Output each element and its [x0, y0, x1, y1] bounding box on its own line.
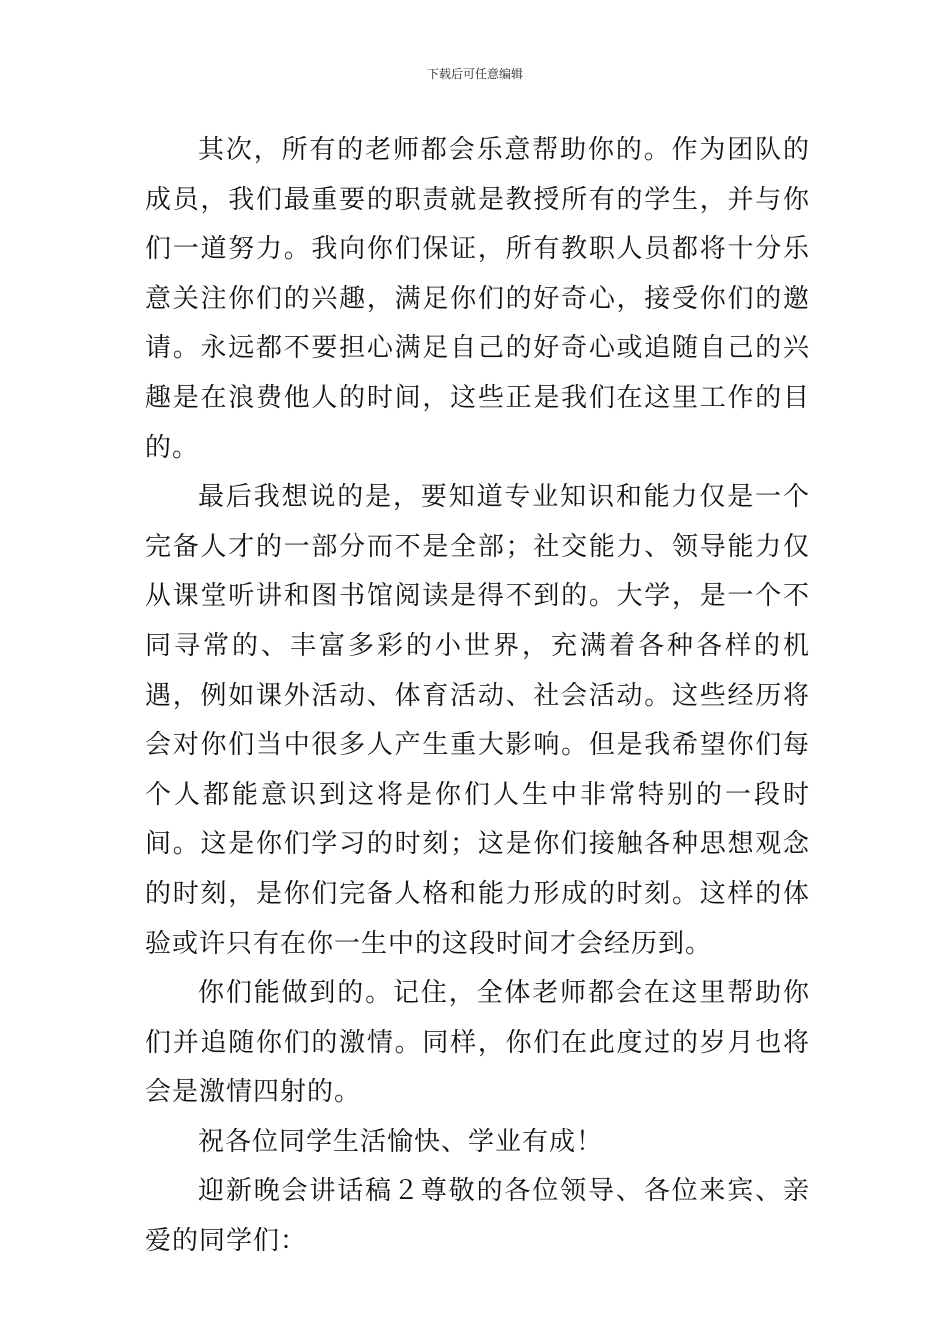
paragraph-you-can-do-it: 你们能做到的。记住，全体老师都会在这里帮助你们并追随你们的激情。同样，你们在此度过的岁月也将会是激情四射的。 [145, 978, 810, 1108]
document-body [145, 126, 810, 1267]
paragraph-wishes: 祝各位同学生活愉快、学业有成！ [198, 1126, 604, 1157]
paragraph-final-thoughts: 最后我想说的是，要知道专业知识和能力仅是一个完备人才的一部分而不是全部；社交能力、领导能力仅从课堂听讲和图书馆阅读是得不到的。大学，是一个不同寻常的、丰富多彩的小世界，充满着各种各样的机遇，例如课外活动、体育活动、社会活动。这些经历将会对你们当中很多人产生重大影响。但是我希望你们每个人都能意识到这将是你们人生中非常特别的一段时间。这是你们学习的时刻；这是你们接触各种思想观念的时刻，是你们完备人格和能力形成的时刻。这样的体验或许只有在你一生中的这段时间才会经历到。 [145, 482, 810, 959]
paragraph-teachers-help: 其次，所有的老师都会乐意帮助你的。作为团队的成员，我们最重要的职责就是教授所有的学生，并与你们一道努力。我向你们保证，所有教职人员都将十分乐意关注你们的兴趣，满足你们的好奇心，接受你们的邀请。永远都不要担心满足自己的好奇心或追随自己的兴趣是在浪费他人的时间，这些正是我们在这里工作的目的。 [145, 135, 810, 463]
paragraph-speech-two-opening: 迎新晚会讲话稿２尊敬的各位领导、各位来宾、亲爱的同学们： [145, 1176, 810, 1257]
page-header: 下载后可任意编辑 [426, 67, 523, 81]
